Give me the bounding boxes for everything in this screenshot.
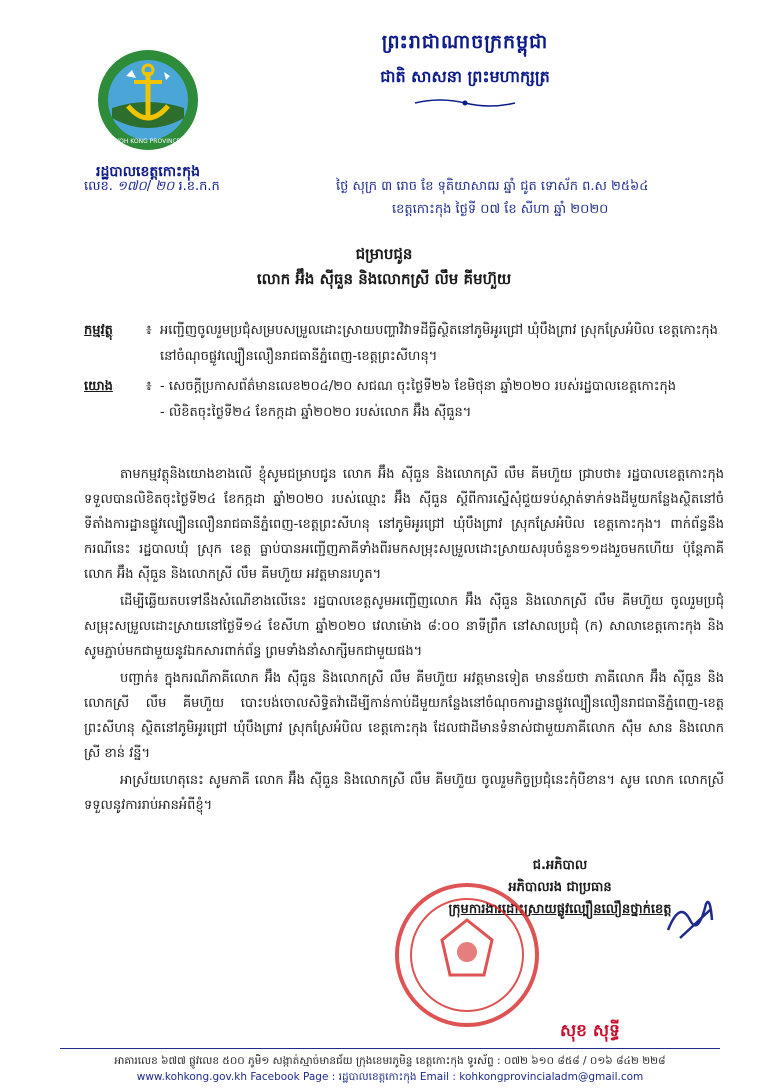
kingdom-title: ព្រះរាជាណាចក្រកម្ពុជា (381, 31, 549, 53)
reference-number: លេខ. ១៧០/ ២០ រ.ខ.ក.ក (84, 179, 220, 194)
signatory-title-2: អភិបាលរង ជាប្រធាន (508, 880, 612, 895)
official-seal-icon (392, 880, 542, 1030)
subject-text: អញ្ជើញចូលរួមប្រជុំសម្របសម្រួលដោះស្រាយបញ្ហាវិវាទដីធ្លីស្ថិតនៅភូមិអូរជ្រៅ ឃុំបឹងព្រាវ ស្រុកស្រែអំបិល ខេត្តកោះកុង នៅចំណុចផ្លូវល្បឿនលឿនរាជធានីភ្នំពេញ-ខេត្តព្រះសីហនុ។ (160, 323, 718, 364)
subject-section (84, 318, 724, 370)
reference-item: - សេចក្តីប្រកាសព័ត៌មានលេខ២០៤/២០ សជណ ចុះថ្ងៃទី២៦ ខែមិថុនា ឆ្នាំ២០២០ របស់រដ្ឋបាលខេត្តកោះកុង (160, 379, 677, 394)
lunar-date: ថ្ងៃ សុក្រ ៣ រោច ខែ ទុតិយាសាឍ ឆ្នាំ ជូត ទោស័ក ព.ស ២៥៦៤ (336, 179, 649, 194)
ref-suffix: រ.ខ.ក.ក (178, 179, 220, 194)
reference-label: យោង (84, 379, 113, 394)
solar-date: ខេត្តកោះកុង ថ្ងៃទី ០៧ ខែ សីហា ឆ្នាំ ២០២០ (392, 202, 609, 217)
subject-label: កម្មវត្ថុ (84, 323, 113, 338)
logo-block (88, 48, 208, 183)
kingdom-header (300, 30, 630, 106)
body-paragraph: តាមកម្មវត្ថុនិងយោងខាងលើ ខ្ញុំសូមជម្រាបជូន លោក អ៊ឹង ស៊ីធួន និងលោកស្រី លឹម គីមហ៊ួយ ជ្រាបថា៖ រដ្ឋបាលខេត្តកោះកុង ទទួលបានលិខិតចុះថ្ងៃទី២៤ ខែកក្កដា ឆ្នាំ២០២០ របស់ឈ្មោះ អ៊ឹង ស៊ីធួន ស្តីពីការស្នើសុំជួយទប់ស្កាត់ទាក់ទងដីមួយកន្លែងស្ថិតនៅចំទីតាំងការដ្ឋានផ្លូវល្បឿនលឿនរាជធានីភ្នំពេញ-ខេត្តព្រះសីហនុ នៅភូមិអូរជ្រៅ ឃុំបឹងព្រាវ ស្រុកស្រែអំបិល ខេត្តកោះកុង។ ពាក់ព័ន្ធនឹងករណីនេះ រដ្ឋបាលឃុំ ស្រុក ខេត្ត ធ្លាប់បានអញ្ជើញភាគីទាំងពីរមកសម្រុះសម្រួលដោះស្រាយសរុបចំនួន១១ដងរួចមកហើយ ប៉ុន្តែភាគីលោក អ៊ឹង ស៊ីធួន និងលោកស្រី លឹម គីមហ៊ួយ អវត្តមានរហូត។ (84, 467, 724, 582)
subject-colon: ៖ (146, 323, 152, 338)
ref-year: ២០ (155, 179, 175, 194)
body-paragraph: ដើម្បីឆ្លើយតបទៅនឹងសំណើខាងលើនេះ រដ្ឋបាលខេត្តសូមអញ្ជើញលោក អ៊ឹង ស៊ីធួន និងលោកស្រី លឹម គីមហ៊ួយ ចូលរួមប្រជុំសម្រុះសម្រួលដោះស្រាយនៅថ្ងៃទី១៤ ខែសីហា ឆ្នាំ២០២០ វេលាម៉ោង ៨:០០ នាទីព្រឹក នៅសាលប្រជុំ (ក) សាលាខេត្តកោះកុង និងសូមភ្ជាប់មកជាមួយនូវឯកសារពាក់ព័ន្ធ ព្រមទាំងនាំសាក្សីមកជាមួយផង។ (84, 594, 724, 659)
reference-section (84, 374, 724, 426)
handwritten-signature-icon (660, 890, 720, 950)
footer (60, 1048, 720, 1085)
reference-colon: ៖ (146, 379, 152, 394)
ref-number: ១៧០ (117, 179, 147, 194)
kingdom-motto: ជាតិ សាសនា ព្រះមហាក្សត្រ (380, 67, 550, 86)
ornament-divider-icon (410, 94, 520, 106)
body-paragraph: អាស្រ័យហេតុនេះ សូមភាគី លោក អ៊ឹង ស៊ីធួន និងលោកស្រី លឹម គីមហ៊ួយ ចូលរួមកិច្ចប្រជុំនេះកុំបីខាន។ សូម លោក លោកស្រី ទទួលនូវការរាប់អានអំពីខ្ញុំ។ (84, 773, 724, 813)
addressee-label: ជម្រាបជូន (355, 245, 413, 263)
footer-address: អាគារលេខ ៦៧៧ ផ្លូវលេខ ៥០០ ភូមិ១ សង្កាត់ស្មាច់មានជ័យ ក្រុងខេមរភូមិន្ទ ខេត្តកោះកុង ទូរស័ព្ទ : ០៧២ ៦១០ ៨៥៨ / ០១៦ ៨៤២ ២២៨ (114, 1055, 666, 1067)
anchor-emblem-icon (96, 48, 200, 152)
issuer-name: រដ្ឋបាលខេត្តកោះកុង (96, 164, 200, 180)
signatory-title-1: ជ.អភិបាល (532, 858, 588, 873)
signer-name: សុខ សុទ្ធី (560, 1021, 620, 1041)
footer-contact: www.kohkong.gov.kh Facebook Page : រដ្ឋបាលខេត្តកោះកុង Email : kohkongprovincialadm@gmail.com (136, 1071, 644, 1083)
reference-item: - លិខិតចុះថ្ងៃទី២៤ ខែកក្កដា ឆ្នាំ២០២០ របស់លោក អ៊ឹង ស៊ីធួន។ (160, 405, 472, 420)
letter-body (84, 462, 724, 820)
addressee-name: លោក អ៊ឹង ស៊ីធួន និងលោកស្រី លឹម គីមហ៊ួយ (256, 270, 512, 288)
signatory-title-3: ក្រុមការងារដោះស្រាយផ្លូវល្បឿនលឿនថ្នាក់ខេត្ត (448, 902, 672, 917)
body-paragraph: បញ្ជាក់៖ ក្នុងករណីភាគីលោក អ៊ឹង ស៊ីធួន និងលោកស្រី លឹម គីមហ៊ួយ អវត្តមានទៀត មានន័យថា ភាគីលោក អ៊ឹង ស៊ីធួន និងលោកស្រី លឹម គីមហ៊ួយ បោះបង់ចោលសិទ្ធិតវ៉ាដើម្បីកាន់កាប់ដីមួយកន្លែងនៅចំណុចការដ្ឋានផ្លូវល្បឿនលឿនរាជធានីភ្នំពេញ-ខេត្តព្រះសីហនុ ស្ថិតនៅភូមិអូរជ្រៅ ឃុំបឹងព្រាវ ស្រុកស្រែអំបិល ខេត្តកោះកុង ដែលជាដីមានទំនាស់ជាមួយភាគីលោក ស៊ឹម សាន និងលោកស្រី ខាន់ វន្នី។ (84, 671, 724, 761)
ref-label: លេខ (84, 179, 109, 194)
logo-caption: KOH KONG PROVINCE (115, 138, 181, 145)
